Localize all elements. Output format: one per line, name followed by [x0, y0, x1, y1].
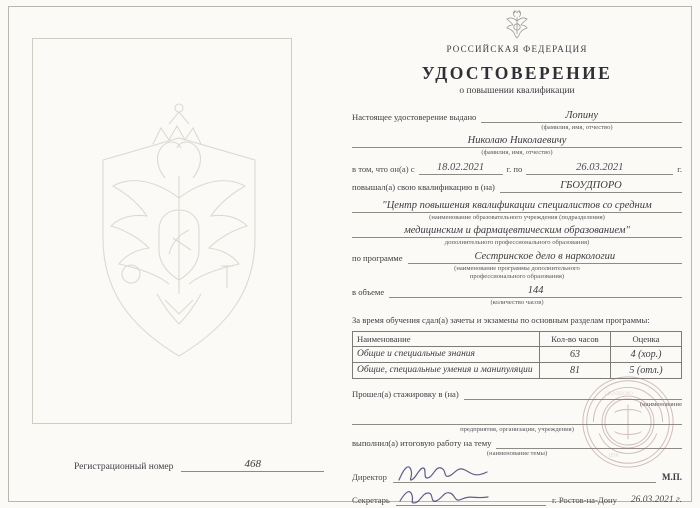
federation-line: РОССИЙСКАЯ ФЕДЕРАЦИЯ — [446, 44, 588, 54]
grades-row-0-hours: 63 — [540, 346, 611, 362]
grades-row-1-hours: 81 — [540, 362, 611, 378]
secretary-signature-line — [396, 492, 546, 506]
final-work-caption: (наименование темы) — [486, 449, 548, 457]
grades-row-0-mark: 4 (хор.) — [611, 346, 682, 362]
issue-date: 26.03.2021 г. — [630, 494, 682, 505]
table-row — [353, 346, 682, 362]
coat-of-arms-watermark-icon — [69, 68, 289, 368]
table-row — [353, 362, 682, 378]
grades-row-0-name: Общие и специальные знания — [353, 346, 540, 362]
qualification-org-value: ГБОУДПОРО — [500, 180, 682, 193]
director-label: Директор — [352, 471, 387, 482]
study-period-unit: г. — [677, 164, 682, 174]
volume-value: 144 — [389, 285, 682, 298]
grades-table-header-row — [353, 331, 682, 346]
issued-to-row — [352, 110, 682, 123]
issued-to-label: Настоящее удостоверение выдано — [352, 112, 477, 122]
study-period-to: 26.03.2021 — [526, 162, 673, 175]
exams-intro-text: За время обучения сдал(а) зачеты и экзамены по основным разделам программы: — [352, 315, 650, 325]
internship-caption: предприятия, организации, учреждения) — [460, 425, 574, 433]
internship-line-2 — [352, 412, 682, 425]
internship-caption-top: (наименование — [639, 400, 682, 408]
study-period-row — [352, 162, 682, 175]
program-caption-2: профессионального образования) — [469, 273, 565, 280]
internship-label: Прошел(а) стажировку в (на) — [352, 388, 459, 399]
registration-number-row — [74, 458, 324, 472]
director-signature-icon — [395, 462, 491, 484]
svg-text:ГБОУДПОРО: ГБОУДПОРО — [604, 391, 633, 397]
secretary-row — [352, 492, 682, 506]
internship-value — [464, 398, 682, 400]
qualification-org-label: повышал(а) свою квалификацию в (на) — [352, 182, 495, 192]
final-work-label: выполнил(а) итоговую работу на тему — [352, 437, 492, 448]
full-name-value: Николаю Николаевичу — [352, 135, 682, 148]
director-signature-line — [393, 469, 656, 483]
grades-header-mark: Оценка — [611, 331, 682, 346]
city-label: г. Ростов-на-Дону — [551, 494, 617, 505]
study-period-mid-label: г. по — [506, 164, 523, 174]
state-emblem-icon — [504, 10, 530, 40]
organization-line-1: "Центр повышения квалификации специалистов со средним — [352, 200, 682, 213]
volume-label: в объеме — [352, 287, 385, 297]
volume-row — [352, 285, 682, 298]
grades-header-name: Наименование — [353, 331, 540, 346]
issued-to-value: Лопину — [481, 110, 682, 123]
mp-label: М.П. — [662, 471, 682, 482]
program-row — [352, 251, 682, 264]
issued-to-caption: (фамилия, имя, отчество) — [541, 124, 613, 131]
registration-number-label: Регистрационный номер — [74, 462, 174, 472]
study-period-from: 18.02.2021 — [419, 162, 503, 175]
organization-caption-2: дополнительного профессионального образования) — [444, 239, 590, 246]
organization-line-2: медицинским и фармацевтическим образованием" — [352, 225, 682, 238]
secretary-label: Секретарь — [352, 494, 390, 505]
program-caption-1: (наименование программы дополнительного — [454, 265, 580, 272]
left-panel — [32, 38, 326, 472]
grades-header-hours: Кол-во часов — [540, 331, 611, 346]
study-period-label: в том, что он(а) с — [352, 164, 415, 174]
grades-table — [352, 331, 682, 379]
grades-row-1-name: Общие, специальные умения и манипуляции — [353, 362, 540, 378]
final-work-value — [496, 447, 682, 449]
secretary-signature-icon — [398, 485, 494, 507]
svg-text:ЦПК: ЦПК — [608, 453, 619, 459]
document-subtitle: о повышении квалификации — [459, 86, 575, 96]
full-name-caption: (фамилия, имя, отчество) — [481, 149, 553, 156]
program-value: Сестринское дело в наркологии — [408, 251, 682, 264]
right-panel — [352, 10, 682, 505]
internship-row — [352, 389, 682, 400]
director-row — [352, 469, 682, 483]
grades-row-1-mark: 5 (отл.) — [611, 362, 682, 378]
qualification-org-row — [352, 180, 682, 193]
program-label: по программе — [352, 253, 403, 263]
registration-number-value: 468 — [181, 458, 324, 472]
final-work-row — [352, 438, 682, 449]
volume-caption: (количество часов) — [490, 299, 544, 306]
organization-caption-1: (наименование образовательного учреждения (подразделения) — [429, 214, 605, 221]
document-title: УДОСТОВЕРЕНИЕ — [421, 63, 613, 83]
